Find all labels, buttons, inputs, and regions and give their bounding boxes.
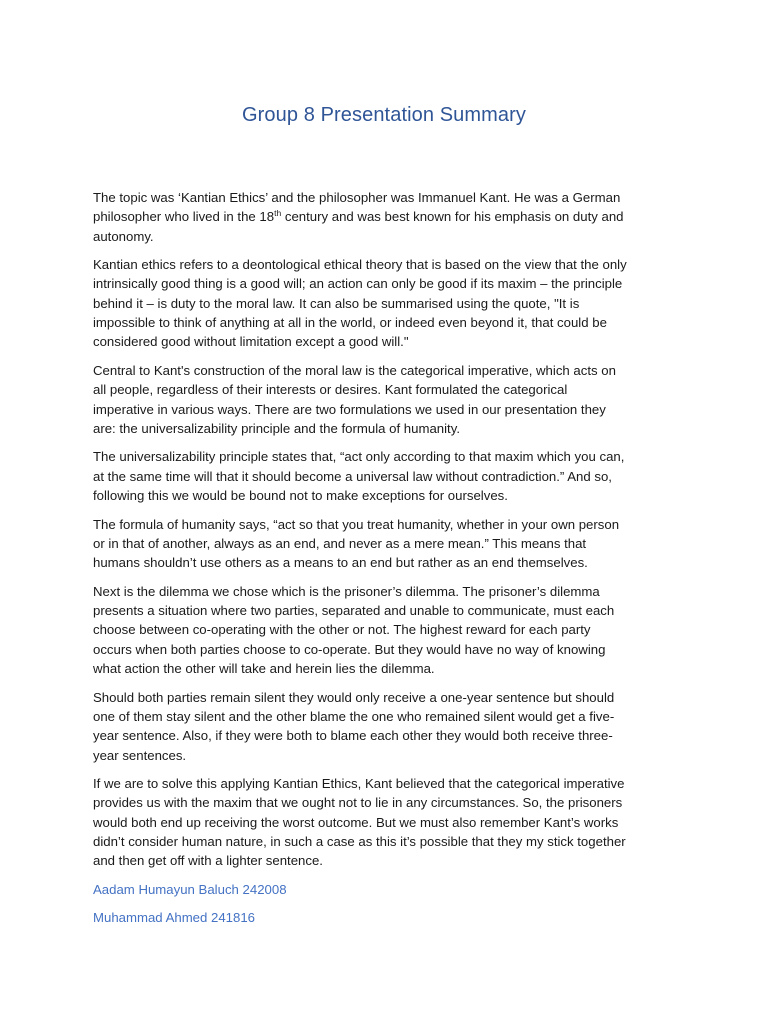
body-paragraph (93, 688, 685, 765)
body-paragraph (93, 774, 685, 870)
body-paragraph (93, 255, 685, 351)
text-line: considered good without limitation except a good will." (93, 334, 409, 350)
author-name: Aadam Humayun Baluch 242008 (93, 881, 287, 897)
body-paragraph (93, 361, 685, 438)
text-line: are: the universalizability principle and the formula of humanity. (93, 420, 460, 436)
text-line: provides us with the maxim that we ought not to lie in any circumstances. So, the prisoners (93, 795, 623, 811)
text-line: The formula of humanity says, “act so that you treat humanity, whether in your own person (93, 516, 620, 532)
text-line: all people, regardless of their interests or desires. Kant formulated the categorical (93, 382, 568, 398)
text-line: and then get off with a lighter sentence. (93, 853, 323, 869)
text-segment: century and was best known for his emphasis on duty and (281, 209, 624, 225)
text-line: intrinsically good thing is a good will; an action can only be good if its maxim – the principle (93, 276, 623, 292)
text-line: If we are to solve this applying Kantian Ethics, Kant believed that the categorical imperative (93, 776, 625, 792)
body-paragraph (93, 515, 685, 573)
text-line: imperative in various ways. There are two formulations we used in our presentation they (93, 401, 606, 417)
text-line: behind it – is duty to the moral law. It can also be summarised using the quote, "It is (93, 295, 580, 311)
text-line: or in that of another, always as an end, and never as a mere mean.” This means that (93, 535, 587, 551)
text-line: choose between co-operating with the other or not. The highest reward for each party (93, 622, 591, 638)
author-name: Muhammad Ahmed 241816 (93, 910, 256, 926)
text-line: impossible to think of anything at all in the world, or indeed even beyond it, that could be (93, 315, 607, 331)
text-line (93, 207, 685, 226)
text-line: following this we would be bound not to make exceptions for ourselves. (93, 488, 508, 504)
text-line: The universalizability principle states that, “act only according to that maxim which you can, (93, 449, 625, 465)
document-body (93, 188, 685, 937)
text-line: autonomy. (93, 228, 154, 244)
text-line: Kantian ethics refers to a deontological ethical theory that is based on the view that the only (93, 257, 627, 273)
text-line: Central to Kant's construction of the moral law is the categorical imperative, which acts on (93, 362, 616, 378)
text-line: Should both parties remain silent they would only receive a one-year sentence but should (93, 689, 615, 705)
text-line: humans shouldn’t use others as a means to an end but rather as an end themselves. (93, 555, 588, 571)
text-line: what action the other will take and herein lies the dilemma. (93, 661, 435, 677)
text-segment: philosopher who lived in the 18 (93, 209, 275, 225)
body-paragraph (93, 447, 685, 505)
body-paragraph (93, 188, 685, 246)
superscript: th (274, 208, 282, 219)
text-line: didn’t consider human nature, in such a case as this it’s possible that they my stick together (93, 833, 626, 849)
text-line: Next is the dilemma we chose which is the prisoner’s dilemma. The prisoner’s dilemma (93, 583, 600, 599)
document-title: Group 8 Presentation Summary (241, 104, 527, 126)
text-line: one of them stay silent and the other blame the one who remained silent would get a five- (93, 708, 615, 724)
text-line: The topic was ‘Kantian Ethics’ and the philosopher was Immanuel Kant. He was a German (93, 190, 621, 205)
text-line: year sentence. Also, if they were both to blame each other they would both receive three- (93, 728, 613, 744)
text-line: occurs when both parties choose to co-operate. But they would have no way of knowing (93, 641, 606, 657)
text-line: would both end up receiving the worst outcome. But we must also remember Kant’s works (93, 814, 619, 830)
body-paragraph (93, 582, 685, 678)
text-line: presents a situation where two parties, separated and unable to communicate, must each (93, 603, 615, 619)
text-line: at the same time will that it should become a universal law without contradiction.” And so, (93, 468, 612, 484)
text-line: year sentences. (93, 747, 187, 763)
